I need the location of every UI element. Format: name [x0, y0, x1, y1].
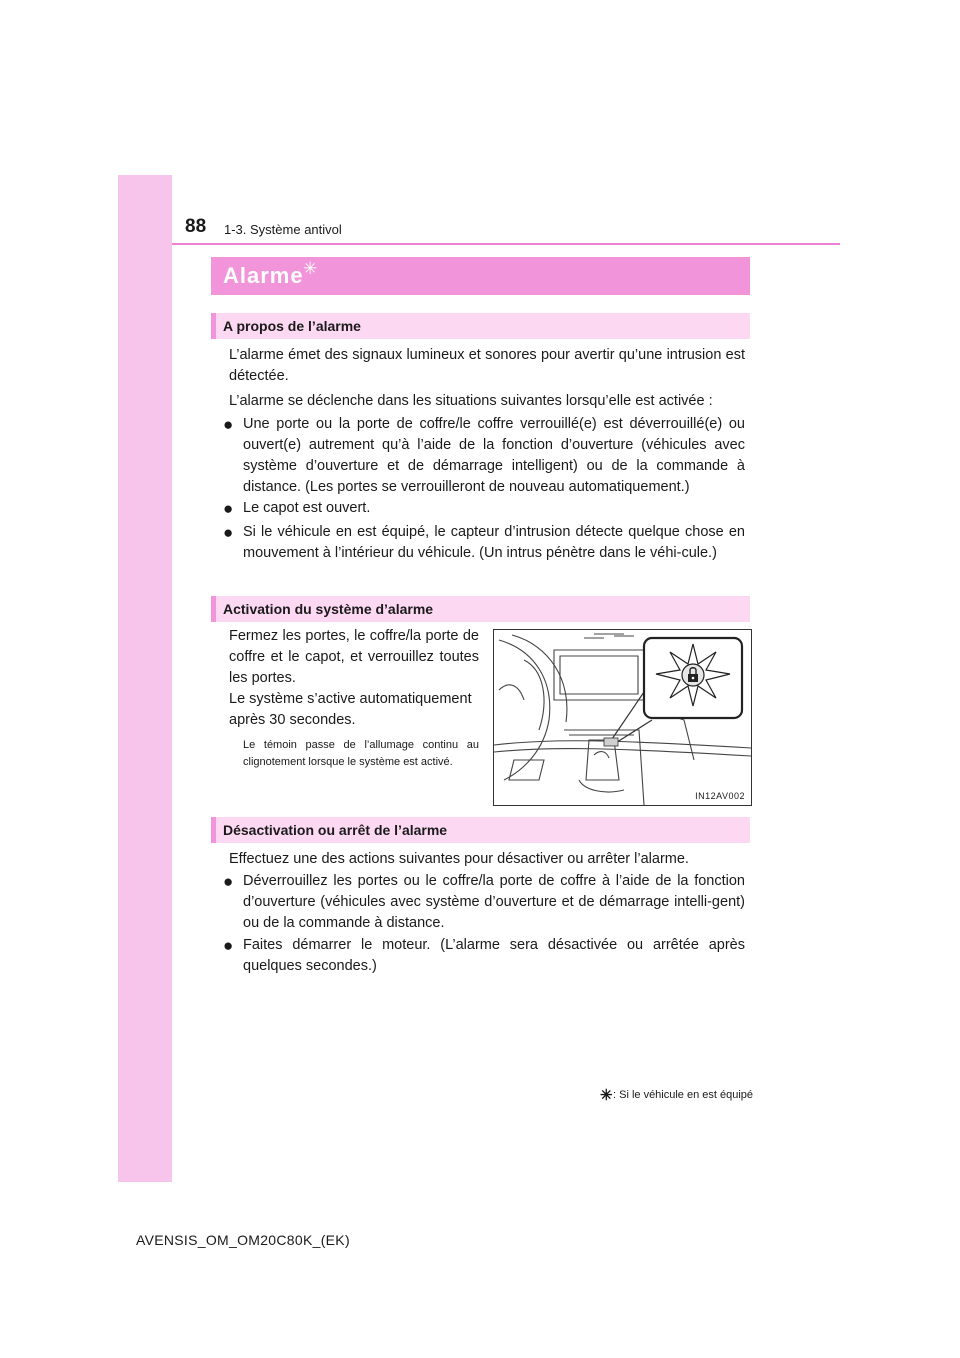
side-tab: [118, 175, 172, 1182]
bullet-icon: ●: [223, 499, 234, 518]
page-title: Alarme: [223, 263, 304, 288]
bullet-icon: ●: [223, 523, 234, 542]
paragraph-deactivation-intro: Effectuez une des actions suivantes pour désactiver ou arrêter l’alarme.: [229, 851, 689, 867]
list-item-text: Une porte ou la porte de coffre/le coffre verrouillé(e) est déverrouillé(e) ou ouvert(e) autrement qu’à l’aide de la fonction d’ouverture (véhicules avec système d’ouverture et de démarrage intelligent) ou de la commande à distance. (Les portes se verrouilleront de nouveau automatiquement.): [243, 416, 745, 495]
list-item-text: Déverrouillez les portes ou le coffre/la porte de coffre à l’aide de la fonction d’ouverture (véhicules avec système d’ouverture et de démarrage intelli-gent) ou de la commande à distance.: [243, 873, 745, 931]
bullet-icon: ●: [223, 415, 234, 434]
activation-note: Le témoin passe de l’allumage continu au clignotement lorsque le système est activé.: [243, 739, 479, 768]
list-item: [211, 522, 745, 564]
section-heading-label: Désactivation ou arrêt de l’alarme: [223, 822, 448, 838]
asterisk-icon: ✳: [600, 1087, 613, 1104]
bullet-icon: ●: [223, 872, 234, 891]
dashboard-illustration: [493, 629, 752, 806]
list-item: [211, 414, 745, 498]
bullet-icon: ●: [223, 936, 234, 955]
list-item-text: Si le véhicule en est équipé, le capteur d’intrusion détecte quelque chose en mouvement à l’intérieur du véhicule. (Un intrus pénètre dans le véhi-cule.): [243, 524, 745, 561]
section-heading-deactivation: [211, 817, 750, 843]
paragraph-trigger-intro: L’alarme se déclenche dans les situations suivantes lorsqu’elle est activée :: [229, 393, 713, 409]
page-number: 88: [185, 216, 207, 237]
footnote: : Si le véhicule en est équipé: [613, 1089, 754, 1101]
dashboard-drawing: [494, 630, 751, 805]
activation-instruction: Fermez les portes, le coffre/la porte de coffre et le capot, et verrouillez toutes les portes.: [229, 628, 479, 686]
title-bar: [211, 257, 750, 295]
section-heading-about: [211, 313, 750, 339]
section-path: 1-3. Système antivol: [224, 222, 342, 237]
activation-timing: Le système s’active automatiquement après 30 secondes.: [229, 691, 472, 728]
section-heading-label: A propos de l’alarme: [223, 318, 361, 334]
section-heading-label: Activation du système d’alarme: [223, 601, 434, 617]
asterisk-icon: ✳: [303, 259, 318, 278]
section-heading-activation: [211, 596, 750, 622]
list-item: [211, 935, 745, 977]
list-item: [211, 871, 745, 934]
list-item: [211, 498, 745, 519]
figure-code: IN12AV002: [695, 791, 745, 801]
list-item-text: Le capot est ouvert.: [243, 500, 371, 516]
footer-code: AVENSIS_OM_OM20C80K_(EK): [136, 1232, 350, 1248]
paragraph-intro: L’alarme émet des signaux lumineux et sonores pour avertir qu’une intrusion est détectée.: [229, 347, 745, 384]
header-rule: [172, 243, 840, 245]
list-item-text: Faites démarrer le moteur. (L’alarme sera désactivée ou arrêtée après quelques secondes.): [243, 937, 745, 974]
callout-box: [644, 638, 742, 718]
